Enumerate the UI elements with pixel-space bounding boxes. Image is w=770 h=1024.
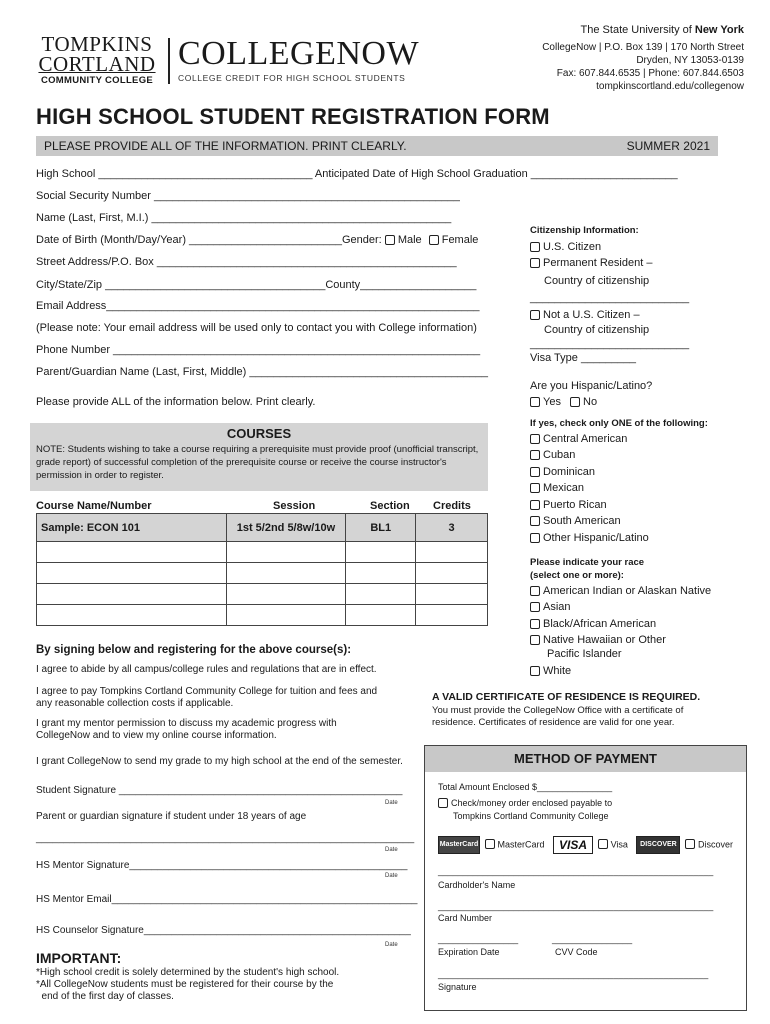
section-cell[interactable]	[346, 605, 416, 626]
courses-section	[30, 423, 488, 491]
hispanic-yes-checkbox[interactable]	[530, 397, 540, 407]
parent-signature-label: Parent or guardian signature if student under 18 years of age	[36, 811, 307, 822]
phone-field[interactable]: Phone Number ____________________________________________________________	[36, 344, 481, 356]
institution-contact	[542, 24, 744, 93]
address-line-2: Dryden, NY 13053-0139	[636, 55, 744, 66]
session-cell[interactable]	[226, 584, 346, 605]
hispanic-option-label: Other Hispanic/Latino	[543, 532, 649, 544]
agreement-mentor-1: I grant my mentor permission to discuss my academic progress with	[36, 718, 337, 729]
sample-credits: 3	[416, 514, 488, 542]
hispanic-no-label: No	[583, 396, 598, 408]
course-cell[interactable]	[37, 563, 227, 584]
table-row[interactable]	[37, 605, 488, 626]
col-section: Section	[370, 500, 410, 512]
visa-label: Visa	[610, 839, 628, 850]
cardholder-line[interactable]: _______________________________________________________	[438, 866, 714, 876]
race-option-nh-line2: Pacific Islander	[547, 648, 622, 660]
course-cell[interactable]	[37, 605, 227, 626]
payment-section	[424, 745, 747, 1011]
race-option[interactable]	[530, 665, 571, 677]
expiration-label: Expiration Date	[438, 947, 500, 957]
hispanic-option-label: Dominican	[543, 466, 595, 478]
not-country-line[interactable]: __________________________	[530, 338, 690, 350]
ssn-field[interactable]: Social Security Number __________________________________________________	[36, 190, 460, 202]
hispanic-option[interactable]	[530, 532, 649, 544]
discover-label: Discover	[697, 839, 733, 850]
sample-session: 1st 5/2nd 5/8w/10w	[226, 514, 346, 542]
payment-signature-label: Signature	[438, 982, 477, 992]
hispanic-no-checkbox[interactable]	[570, 397, 580, 407]
perm-resident-label: Permanent Resident –	[543, 257, 653, 269]
check-label: Check/money order enclosed payable to	[451, 798, 613, 808]
page-title: HIGH SCHOOL STUDENT REGISTRATION FORM	[36, 104, 550, 129]
not-citizen-checkbox[interactable]	[530, 310, 540, 320]
card-options	[438, 836, 733, 854]
credits-cell[interactable]	[416, 563, 488, 584]
important-line-1: *High school credit is solely determined by the student's high school.	[36, 967, 340, 978]
hispanic-option[interactable]	[530, 466, 595, 478]
race-option-label: White	[543, 665, 572, 677]
hispanic-option-label: Puerto Rican	[543, 499, 607, 511]
provide-all-note: Please provide ALL of the information below. Print clearly.	[36, 396, 316, 408]
course-cell[interactable]	[37, 542, 227, 563]
university-prefix: The State University of	[580, 24, 695, 36]
collegenow-logo: COLLEGENOW	[178, 35, 420, 72]
banner-instructions: PLEASE PROVIDE ALL OF THE INFORMATION. PRINT CLEARLY.	[44, 139, 407, 153]
hispanic-option-checkbox[interactable]	[530, 467, 540, 477]
hispanic-option[interactable]	[530, 482, 584, 494]
counselor-signature-field[interactable]: HS Counselor Signature________________________________________________	[36, 925, 411, 936]
hispanic-yes-no	[530, 396, 597, 408]
course-cell[interactable]	[37, 584, 227, 605]
parent-field[interactable]: Parent/Guardian Name (Last, First, Middle) _______________________________________	[36, 366, 488, 378]
race-option-label: Native Hawaiian or Other	[543, 634, 666, 646]
section-cell[interactable]	[346, 584, 416, 605]
logo-line-community-college: COMMUNITY COLLEGE	[40, 75, 154, 86]
hispanic-option-label: South American	[543, 515, 621, 527]
student-signature-field[interactable]: Student Signature ___________________________________________________	[36, 785, 403, 796]
table-row[interactable]	[37, 563, 488, 584]
mastercard-label: MasterCard	[497, 839, 545, 850]
hispanic-option-label: Cuban	[543, 449, 576, 461]
sample-row	[37, 514, 488, 542]
agreement-grade: I grant CollegeNow to send my grade to my high school at the end of the semester.	[36, 756, 403, 767]
perm-resident-option[interactable]	[530, 257, 652, 269]
important-line-3: end of the first day of classes.	[36, 991, 174, 1002]
university-line	[542, 24, 744, 37]
table-row[interactable]	[37, 584, 488, 605]
logo-divider	[168, 38, 170, 84]
payment-heading: METHOD OF PAYMENT	[425, 746, 746, 772]
hispanic-subheading: If yes, check only ONE of the following:	[530, 418, 708, 429]
hispanic-option[interactable]	[530, 515, 621, 527]
session-cell[interactable]	[226, 542, 346, 563]
email-note: (Please note: Your email address will be used only to contact you with College information)	[36, 322, 477, 334]
hispanic-option-checkbox[interactable]	[530, 500, 540, 510]
residence-line-1: You must provide the CollegeNow Office with a certificate of	[432, 705, 684, 716]
courses-note: NOTE: Students wishing to take a course requiring a prerequisite must provide proof (unofficial transcript, grade report) of successful completion of the prerequisite course or receive the course instructor's permission in order to register.	[36, 444, 479, 481]
street-field[interactable]: Street Address/P.O. Box _________________________________________________	[36, 256, 457, 268]
race-option-checkbox[interactable]	[530, 602, 540, 612]
race-option[interactable]	[530, 634, 666, 646]
race-option[interactable]	[530, 601, 571, 613]
visa-type-field[interactable]: Visa Type _________	[530, 352, 637, 364]
email-field[interactable]: Email Address_____________________________________________________________	[36, 300, 480, 312]
hispanic-yes-label: Yes	[543, 396, 561, 408]
hispanic-option-checkbox[interactable]	[530, 516, 540, 526]
race-option-checkbox[interactable]	[530, 586, 540, 596]
col-credits: Credits	[433, 500, 471, 512]
credits-cell[interactable]	[416, 605, 488, 626]
hispanic-option-checkbox[interactable]	[530, 450, 540, 460]
hispanic-option[interactable]	[530, 433, 627, 445]
address-line-4: tompkinscortland.edu/collegenow	[596, 81, 744, 92]
race-option-label: Asian	[543, 601, 571, 613]
mastercard-logo: MasterCard	[438, 836, 480, 854]
perm-country-label: Country of citizenship	[544, 275, 650, 287]
col-session: Session	[273, 500, 316, 512]
cardholder-label: Cardholder's Name	[438, 880, 516, 890]
card-number-line[interactable]: _______________________________________________________	[438, 901, 714, 911]
dob-field[interactable]: Date of Birth (Month/Day/Year) _________________________Gender:	[36, 234, 382, 246]
check-payee: Tompkins Cortland Community College	[453, 811, 609, 821]
table-row[interactable]	[37, 542, 488, 563]
visa-checkbox[interactable]	[598, 839, 608, 849]
session-cell[interactable]	[226, 563, 346, 584]
race-heading-1: Please indicate your race	[530, 557, 645, 568]
courses-heading: COURSES	[226, 426, 292, 441]
discover-checkbox[interactable]	[685, 839, 695, 849]
hispanic-option[interactable]	[530, 499, 607, 511]
cvv-label: CVV Code	[555, 947, 598, 957]
total-amount-field[interactable]: Total Amount Enclosed $_______________	[438, 782, 613, 792]
high-school-field[interactable]: High School ___________________________________ Anticipated Date of High School Graduation ________________________	[36, 168, 678, 180]
sample-section: BL1	[346, 514, 416, 542]
check-checkbox[interactable]	[438, 798, 448, 808]
male-label: Male	[397, 234, 422, 246]
session-cell[interactable]	[226, 605, 346, 626]
university-name: New York	[694, 24, 744, 36]
logo-line-cortland: CORTLAND	[38, 52, 156, 76]
female-checkbox[interactable]	[429, 235, 439, 245]
race-heading-2: (select one or more):	[530, 570, 624, 581]
visa-logo: VISA	[553, 836, 593, 854]
race-option-checkbox[interactable]	[530, 635, 540, 645]
course-table	[36, 513, 488, 626]
residence-line-2: residence. Certificates of residence are valid for one year.	[432, 717, 675, 728]
expiration-line[interactable]: ________________	[438, 934, 519, 944]
banner-term: SUMMER 2021	[626, 139, 710, 153]
not-citizen-option[interactable]	[530, 309, 640, 321]
agreement-mentor-2: CollegeNow and to view my online course information.	[36, 730, 277, 741]
us-citizen-checkbox[interactable]	[530, 242, 540, 252]
race-option-label: Black/African American	[543, 618, 657, 630]
collegenow-tagline: COLLEGE CREDIT FOR HIGH SCHOOL STUDENTS	[178, 73, 406, 83]
race-option-checkbox[interactable]	[530, 666, 540, 676]
mentor-signature-field[interactable]: HS Mentor Signature__________________________________________________	[36, 860, 408, 871]
name-field[interactable]: Name (Last, First, M.I.) _________________________________________________	[36, 212, 452, 224]
credits-cell[interactable]	[416, 584, 488, 605]
dob-gender-row	[36, 234, 478, 246]
hispanic-option-checkbox[interactable]	[530, 434, 540, 444]
discover-logo: DISCOVER	[636, 836, 680, 854]
credits-cell[interactable]	[416, 542, 488, 563]
cvv-line[interactable]: ________________	[552, 934, 633, 944]
section-cell[interactable]	[346, 563, 416, 584]
instruction-banner	[36, 136, 718, 156]
tompkins-cortland-logo	[34, 34, 160, 86]
female-label: Female	[441, 234, 479, 246]
address-line-3: Fax: 607.844.6535 | Phone: 607.844.6503	[556, 68, 744, 79]
perm-resident-checkbox[interactable]	[530, 258, 540, 268]
hispanic-option[interactable]	[530, 449, 575, 461]
important-heading: IMPORTANT:	[36, 950, 122, 966]
mentor-email-field[interactable]: HS Mentor Email_______________________________________________________	[36, 894, 418, 905]
perm-country-line[interactable]: __________________________	[530, 292, 690, 304]
hispanic-option-label: Mexican	[543, 482, 584, 494]
agreement-pay-2: any reasonable collection costs if applicable.	[36, 698, 234, 709]
city-county-field[interactable]: City/State/Zip ____________________________________County___________________	[36, 279, 477, 291]
col-course: Course Name/Number	[36, 500, 152, 512]
residence-heading: A VALID CERTIFICATE OF RESIDENCE IS REQUIRED.	[432, 691, 701, 703]
payment-signature-line[interactable]: ______________________________________________________	[438, 969, 709, 979]
address-line-1: CollegeNow | P.O. Box 139 | 170 North Street	[542, 42, 744, 53]
hispanic-option-checkbox[interactable]	[530, 533, 540, 543]
male-checkbox[interactable]	[385, 235, 395, 245]
citizenship-heading: Citizenship Information:	[530, 225, 639, 236]
logo-line-tompkins: TOMPKINS	[41, 32, 153, 56]
hispanic-option-checkbox[interactable]	[530, 483, 540, 493]
counselor-date-label: Date	[385, 942, 398, 948]
agreement-pay-1: I agree to pay Tompkins Cortland Community College for tuition and fees and	[36, 686, 378, 697]
important-line-2: *All CollegeNow students must be registered for their course by the	[36, 979, 334, 990]
check-option[interactable]	[438, 798, 612, 808]
sample-course: Sample: ECON 101	[37, 514, 227, 542]
parent-date-label: Date	[385, 847, 398, 853]
parent-signature-field[interactable]: ____________________________________________________________________	[36, 833, 415, 844]
agreement-heading: By signing below and registering for the above course(s):	[36, 644, 352, 656]
hispanic-question: Are you Hispanic/Latino?	[530, 380, 653, 392]
us-citizen-option[interactable]	[530, 241, 601, 253]
not-country-label: Country of citizenship	[544, 324, 650, 336]
student-date-label: Date	[385, 800, 398, 806]
hispanic-option-label: Central American	[543, 433, 628, 445]
race-option-checkbox[interactable]	[530, 619, 540, 629]
not-citizen-label: Not a U.S. Citizen –	[543, 309, 640, 321]
agreement-rules: I agree to abide by all campus/college rules and regulations that are in effect.	[36, 664, 377, 675]
race-option-label: American Indian or Alaskan Native	[543, 585, 712, 597]
race-option[interactable]	[530, 618, 656, 630]
race-option[interactable]	[530, 585, 711, 597]
mastercard-checkbox[interactable]	[485, 839, 495, 849]
us-citizen-label: U.S. Citizen	[543, 241, 602, 253]
mentor-date-label: Date	[385, 873, 398, 879]
section-cell[interactable]	[346, 542, 416, 563]
card-number-label: Card Number	[438, 913, 493, 923]
